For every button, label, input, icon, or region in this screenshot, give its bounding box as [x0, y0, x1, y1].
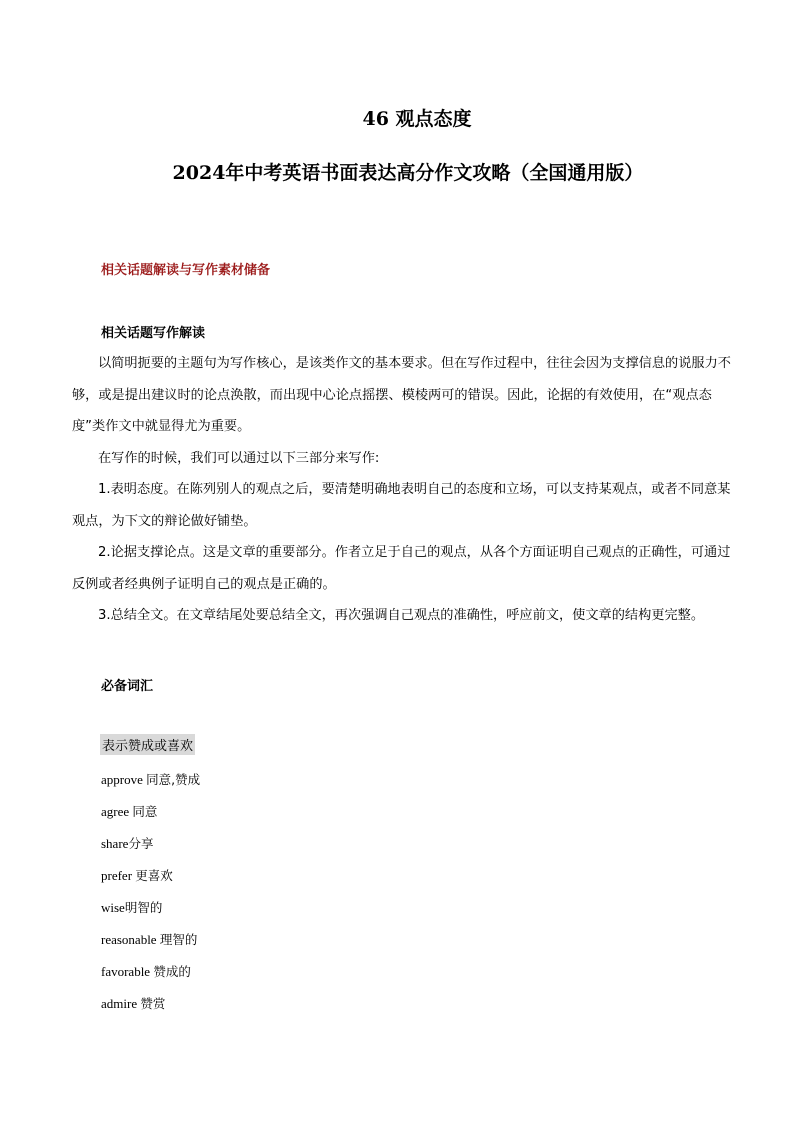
- vocab-word: favorable: [101, 964, 151, 979]
- interpretation-paragraph: 1.表明态度。在陈列别人的观点之后，要清楚明确地表明自己的态度和立场，可以支持某观点，或者不同意某观点，为下文的辩论做好铺垫。: [72, 482, 731, 529]
- document-title: 46 观点态度: [362, 108, 472, 130]
- vocab-word: reasonable: [101, 932, 157, 947]
- vocab-meaning: 赞赏: [140, 996, 166, 1011]
- vocabulary-heading: 必备词汇: [101, 679, 154, 694]
- vocabulary-item: [101, 828, 200, 860]
- vocab-meaning: 更喜欢: [135, 868, 173, 883]
- vocab-word: agree: [101, 804, 130, 819]
- vocabulary-category: 表示赞成或喜欢: [100, 734, 195, 755]
- vocab-word: approve: [101, 772, 143, 787]
- section-label: 相关话题解读与写作素材储备: [101, 263, 271, 278]
- vocab-meaning: 同意: [132, 804, 158, 819]
- vocab-meaning: 明智的: [124, 900, 163, 915]
- vocabulary-item: [101, 988, 200, 1020]
- vocab-word: wise: [101, 900, 125, 915]
- vocabulary-item: [101, 796, 200, 828]
- interpretation-heading: 相关话题写作解读: [101, 326, 206, 341]
- vocabulary-item: [101, 924, 200, 956]
- vocab-meaning: 赞成的: [153, 964, 191, 979]
- interpretation-body: [72, 348, 732, 632]
- interpretation-paragraph: 在写作的时候，我们可以通过以下三部分来写作:: [98, 450, 380, 466]
- vocabulary-item: [101, 956, 200, 988]
- vocab-meaning: 分享: [128, 836, 154, 851]
- vocab-meaning: 同意,赞成: [146, 772, 201, 787]
- vocabulary-item: [101, 860, 200, 892]
- interpretation-paragraph: 2.论据支撑论点。这是文章的重要部分。作者立足于自己的观点，从各个方面证明自己观点的正确性，可通过反例或者经典例子证明自己的观点是正确的。: [72, 545, 731, 592]
- document-subtitle: 2024年中考英语书面表达高分作文攻略（全国通用版）: [172, 162, 644, 184]
- vocab-word: prefer: [101, 868, 133, 883]
- vocab-word: share: [101, 836, 129, 851]
- vocab-meaning: 理智的: [159, 932, 198, 947]
- interpretation-paragraph: 3.总结全文。在文章结尾处要总结全文，再次强调自己观点的准确性，呼应前文，使文章的结构更完整。: [98, 608, 705, 623]
- vocab-word: admire: [101, 996, 138, 1011]
- vocabulary-item: [101, 764, 200, 796]
- vocabulary-list: [101, 764, 200, 1020]
- interpretation-paragraph: 以简明扼要的主题句为写作核心，是该类作文的基本要求。但在写作过程中，往往会因为支撑信息的说服力不够，或是提出建议时的论点涣散，而出现中心论点摇摆、模棱两可的错误。因此，论据的有效使用，在“观点态度”类作文中就显得尤为重要。: [72, 356, 731, 434]
- vocabulary-item: [101, 892, 200, 924]
